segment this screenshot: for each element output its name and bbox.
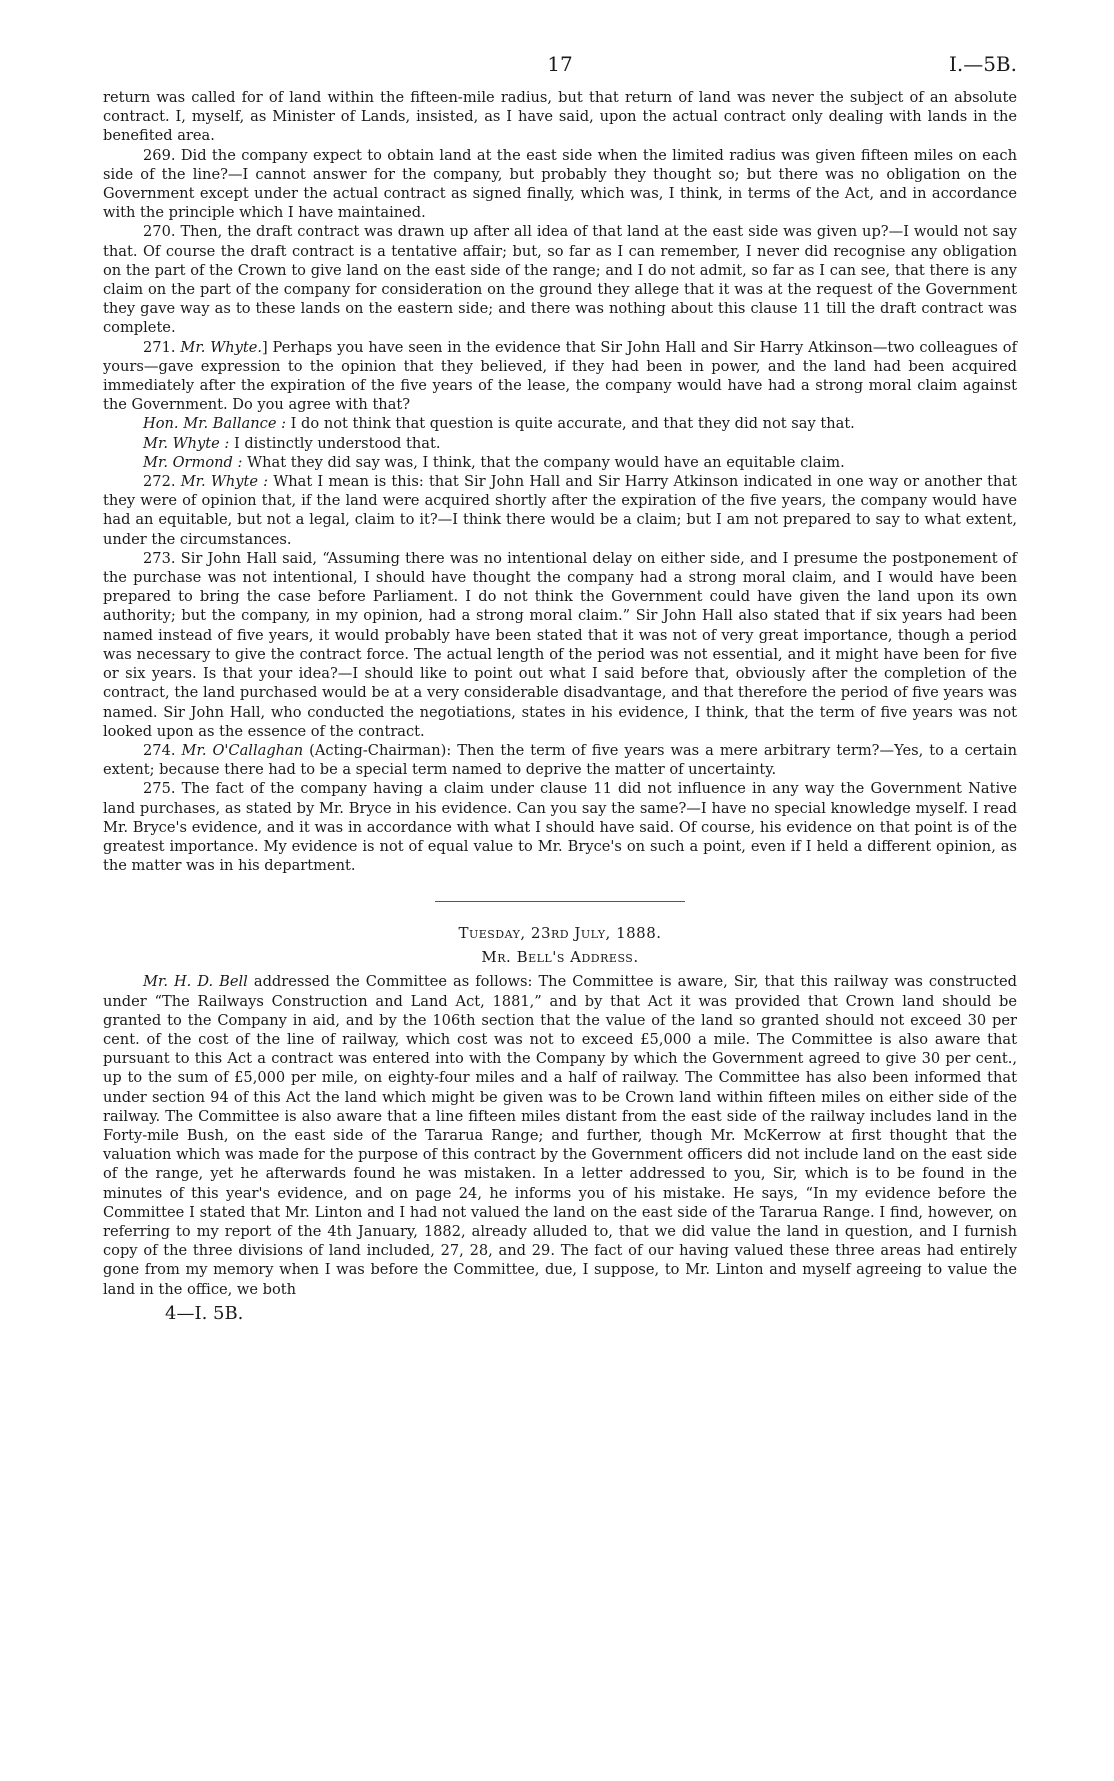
speech-text: I distinctly understood that.: [233, 434, 441, 452]
speaker-name: Mr. Ormond :: [143, 453, 243, 471]
speech-ballance: [103, 414, 1017, 433]
question-text: (Acting-Chairman): Then the term of five years was a mere arbitrary term?—Yes, to a certain extent; because there had to be a special term named to deprive the matter of uncertainty.: [103, 741, 1017, 779]
address-text: addressed the Committee as follows: The Committee is aware, Sir, that this railway was constructed under “The Railways Construction and Land Act, 1881,” and by that Act it was provided that Crown land should be granted to the Company in aid, and by the 106th section that the value of the land so granted should not exceed 30 per cent. of the cost of the line of railway, which cost was not to exceed £5,000 a mile. The Committee is also aware that pursuant to this Act a contract was entered into with the Company by which the Government agreed to give 30 per cent., up to the sum of £5,000 per mile, on eighty-four miles and a half of railway. The Committee has also been informed that under section 94 of this Act the land which might be given was to be Crown land within fifteen miles on either side of the railway. The Committee is also aware that a line fifteen miles distant from the east side of the railway includes land in the Forty-mile Bush, on the east side of the Tararua Range; and further, though Mr. McKerrow at first thought that the valuation which was made for the purpose of this contract by the Government officers did not include land on the east side of the range, yet he afterwards found he was mistaken. In a letter addressed to you, Sir, which is to be found in the minutes of this year's evidence, and on page 24, he informs you of his mistake. He says, “In my evidence before the Committee I stated that Mr. Linton and I had not valued the land on the east side of the Tararua Range. I find, however, on referring to my report of the 4th January, 1882, already alluded to, that we did value the land in question, and I furnish copy of the three divisions of land included, 27, 28, and 29. The fact of our having valued these three areas had entirely gone from my memory when I was before the Committee, due, I suppose, to Mr. Linton and myself agreeing to value the land in the office, we both: [103, 973, 1018, 1298]
paragraph-275: 275. The fact of the company having a claim under clause 11 did not influence in any way the Government Native land purchases, as stated by Mr. Bryce in his evidence. Can you say the same?—I have no special knowledge myself. I read Mr. Bryce's evidence, and it was in accordance with what I should have said. Of course, his evidence on that point is of the greatest importance. My evidence is not of equal value to Mr. Bryce's on such a point, even if I held a different opinion, as the matter was in his department.: [103, 780, 1017, 875]
speaker-name: Mr. O'Callaghan: [181, 741, 304, 759]
question-number: 272.: [143, 473, 176, 491]
question-text: What I mean is this: that Sir John Hall and Sir Harry Atkinson indicated in one way or another that they were of opinion that, if the land were acquired shortly after the expiration of the five years, the company would have had an equitable, but not a legal, claim to it?—I think there would be a claim; but I am not prepared to say to what extent, under the circumstances.: [103, 473, 1018, 548]
evidence-body: [103, 88, 1017, 875]
paragraph-271: [103, 338, 1017, 415]
paragraph-272: [103, 472, 1017, 549]
speech-text: I do not think that question is quite accurate, and that they did not say that.: [290, 415, 855, 433]
speaker-name: Hon. Mr. Ballance :: [143, 415, 287, 433]
speech-ormond: [103, 453, 1017, 472]
speaker-name: Mr. Whyte :: [143, 434, 230, 452]
speaker-name: Mr. Whyte :: [180, 473, 269, 491]
signature-mark: 4—I. 5B.: [165, 1302, 244, 1324]
speech-text: What they did say was, I think, that the company would have an equitable claim.: [247, 453, 845, 471]
running-head: [103, 52, 1017, 88]
question-number: 274.: [143, 741, 176, 759]
paragraph-274: [103, 741, 1017, 779]
paper-reference: I.—5B.: [948, 52, 1017, 76]
question-number: 271.: [143, 338, 176, 356]
speaker-name: Mr. Whyte.: [180, 338, 262, 356]
question-text: ] Perhaps you have seen in the evidence that Sir John Hall and Sir Harry Atkinson—two colleagues of yours—gave expression to the opinion that they believed, if they had been in power, and the land had been acquired immediately after the expiration of the five years of the lease, the company would have had a strong moral claim against the Government. Do you agree with that?: [103, 338, 1017, 414]
section-divider: [435, 901, 685, 902]
paragraph-continued: return was called for of land within the fifteen-mile radius, but that return of land was never the subject of an absolute contract. I, myself, as Minister of Lands, insisted, as I have said, upon the actual contract only dealing with lands in the benefited area.: [103, 89, 1017, 145]
paragraph-273: 273. Sir John Hall said, “Assuming there was no intentional delay on either side, and I presume the postponement of the purchase was not intentional, I should have thought the company had a strong moral claim, and I would have been prepared to bring the case before Parliament. I do not think the Government could have given the land upon its own authority; but the company, in my opinion, had a strong moral claim.” Sir John Hall also stated that if six years had been named instead of five years, it would probably have been stated that it was not of very great importance, though a period was necessary to give the contract force. The actual length of the period was not essential, and it might have been for five or six years. Is that your idea?—I should like to point out what I said before that, obviously after the completion of the contract, the land purchased would be at a very considerable disadvantage, and that therefore the period of five years was named. Sir John Hall, who conducted the negotiations, states in his evidence, I think, that the term of five years was not looked upon as the essence of the contract.: [103, 549, 1017, 740]
address-body: [103, 972, 1017, 1298]
speaker-name: Mr. H. D. Bell: [143, 973, 248, 991]
paragraph-269: 269. Did the company expect to obtain land at the east side when the limited radius was given fifteen miles on each side of the line?—I cannot answer for the company, but probably they thought so; but there was no obligation on the Government except under the actual contract as signed finally, which was, I think, in terms of the Act, and in accordance with the principle which I have maintained.: [103, 146, 1017, 222]
date-heading: Tuesday, 23rd July, 1888.: [458, 924, 662, 943]
speech-whyte: [103, 434, 1017, 453]
paragraph-bell-address: [103, 972, 1017, 1298]
page-number: 17: [547, 52, 573, 76]
section-title: Mr. Bell's Address.: [481, 948, 639, 967]
paragraph-270: 270. Then, the draft contract was drawn up after all idea of that land at the east side was given up?—I would not say that. Of course the draft contract is a tentative affair; but, so far as I can remember, I never did recognise any obligation on the part of the Crown to give land on the east side of the range; and I do not admit, so far as I can see, that there is any claim on the part of the company for consideration on the ground they allege that it was at the request of the Government they gave way as to these lands on the eastern side; and there was nothing about this clause 11 till the draft contract was complete.: [103, 223, 1017, 337]
